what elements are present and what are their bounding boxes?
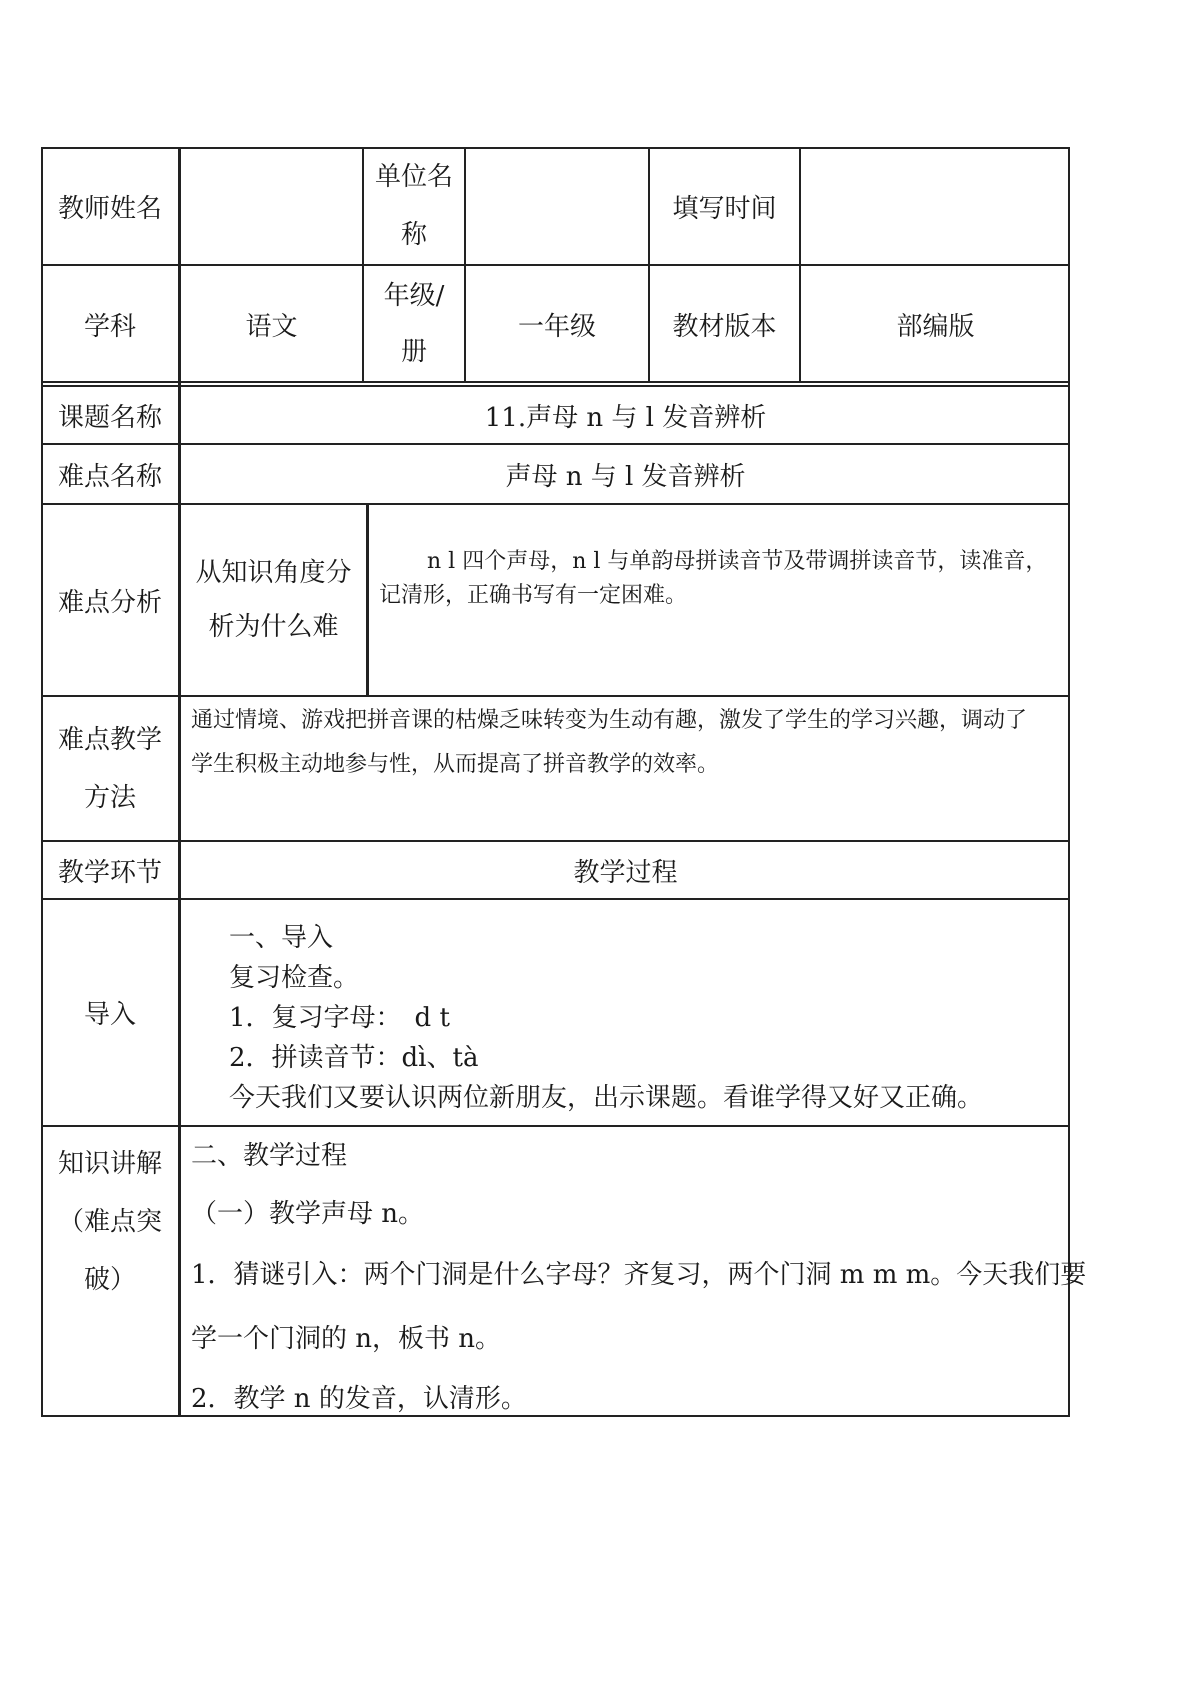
analysis-sublabel (181, 505, 366, 695)
knowledge-line: 1．猜谜引入：两个门洞是什么字母？齐复习，两个门洞 m m m。今天我们要 (191, 1260, 1087, 1290)
intro-line: 复习检查。 (229, 963, 360, 993)
topic-value: 11.声母 n 与 l 发音辨析 (484, 402, 767, 433)
process-value: 教学过程 (573, 857, 678, 888)
intro-line: 今天我们又要认识两位新朋友，出示课题。看谁学得又好又正确。 (229, 1083, 984, 1113)
teacher-name-value[interactable] (181, 147, 362, 265)
intro-label: 导入 (83, 1000, 136, 1030)
textbook-label: 教材版本 (672, 311, 777, 342)
unit-name-label (364, 147, 464, 265)
method-text-line: 学生积极主动地参与性，从而提高了拼音教学的效率。 (191, 752, 720, 777)
knowledge-line: 学一个门洞的 n，板书 n。 (191, 1324, 502, 1354)
subject-label: 学科 (83, 311, 136, 342)
grade-label-text: 年级/册 (383, 281, 445, 367)
textbook-value: 部编版 (896, 311, 975, 342)
analysis-sublabel-text: 从知识角度分析为什么难 (195, 558, 352, 642)
teacher-name-label: 教师姓名 (57, 193, 162, 224)
analysis-text-line: n l 四个声母，n l 与单韵母拼读音节及带调拼读音节，读准音， (427, 549, 1048, 574)
knowledge-content (181, 1127, 1087, 1417)
method-label-text: 难点教学方法 (57, 724, 162, 813)
analysis-label: 难点分析 (57, 587, 162, 618)
grade-label (364, 266, 464, 382)
intro-content (181, 900, 1070, 1125)
intro-line: 一、导入 (229, 923, 334, 953)
unit-name-label-text: 单位名称 (374, 162, 453, 250)
intro-line: 1．复习字母： d t (229, 1003, 450, 1033)
process-label: 教学环节 (57, 857, 162, 888)
analysis-text (369, 505, 1070, 695)
method-text-line: 通过情境、游戏把拼音课的枯燥乏味转变为生动有趣，激发了学生的学习兴趣，调动了 (191, 708, 1028, 733)
subject-value: 语文 (245, 311, 298, 342)
fill-time-value[interactable] (801, 147, 1070, 265)
unit-name-value[interactable] (466, 147, 648, 265)
method-label (41, 697, 179, 840)
topic-label: 课题名称 (57, 402, 162, 433)
difficulty-value: 声母 n 与 l 发音辨析 (505, 461, 746, 492)
method-text (181, 697, 1070, 840)
knowledge-line: （一）教学声母 n。 (191, 1199, 425, 1229)
grade-value: 一年级 (517, 311, 596, 342)
knowledge-label-text: 知识讲解（难点突破） (57, 1149, 162, 1295)
difficulty-label: 难点名称 (57, 461, 162, 492)
knowledge-line: 二、教学过程 (191, 1141, 348, 1171)
knowledge-line: 2．教学 n 的发音，认清形。 (191, 1384, 527, 1414)
analysis-text-line: 记清形，正确书写有一定困难。 (379, 583, 688, 608)
intro-line: 2．拼读音节：dì、tà (229, 1043, 479, 1073)
knowledge-label (41, 1127, 179, 1417)
fill-time-label: 填写时间 (672, 193, 777, 224)
